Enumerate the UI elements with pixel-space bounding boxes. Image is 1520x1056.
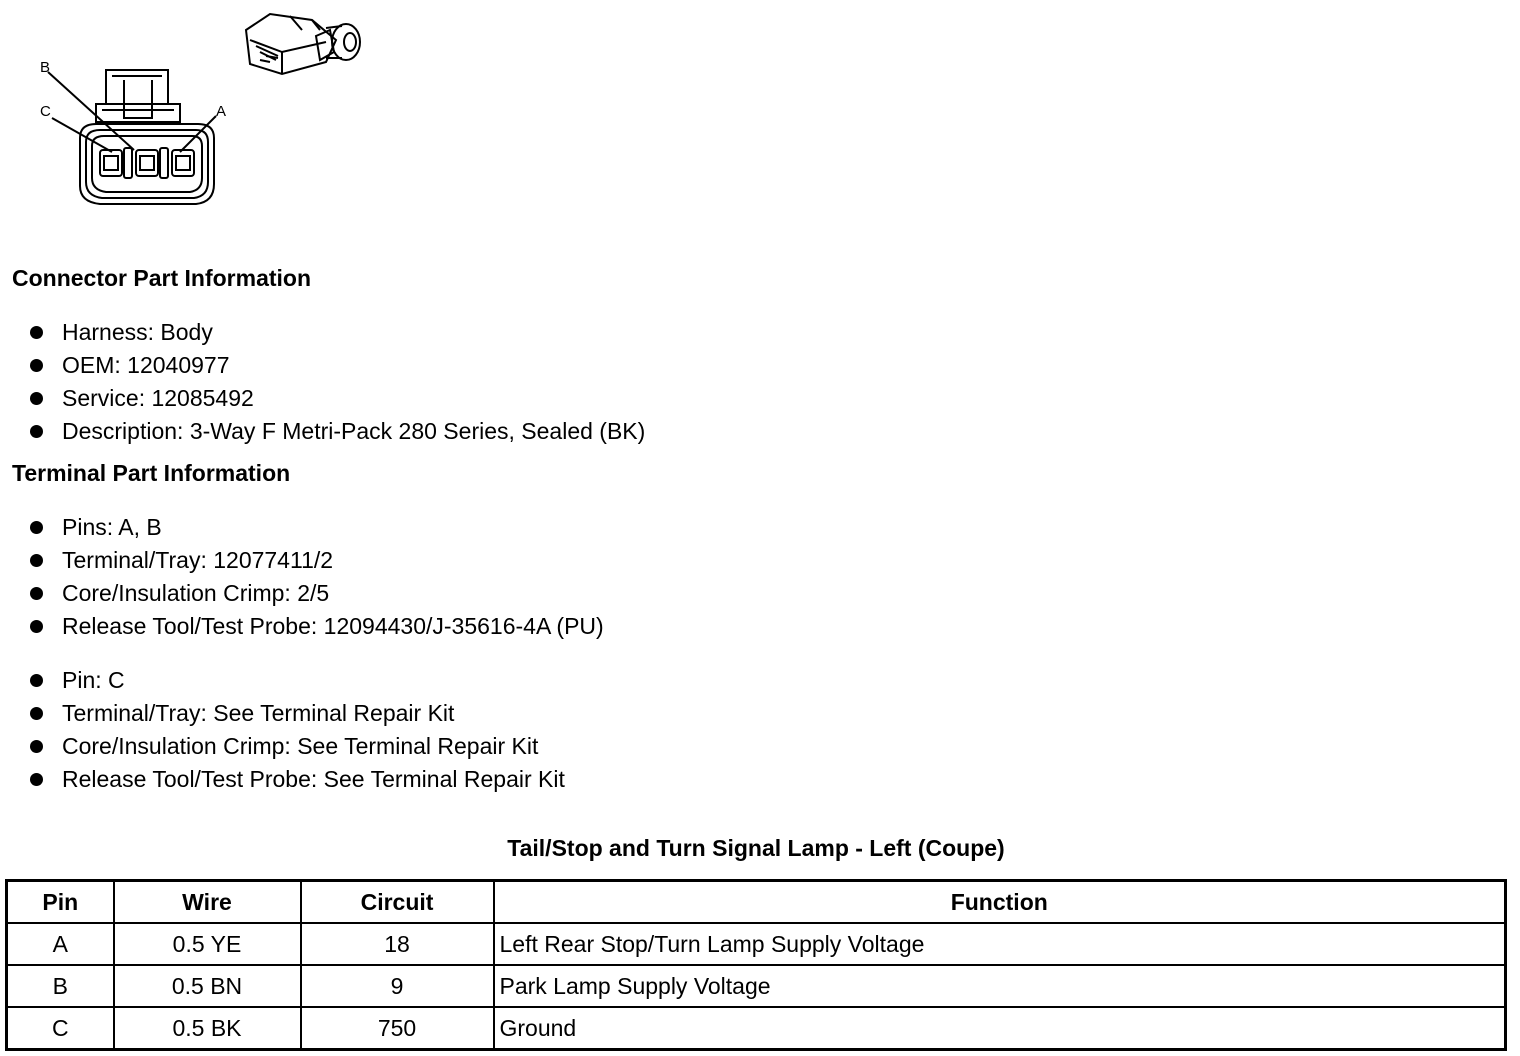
list-item: Harness: Body — [30, 316, 645, 349]
cell-function: Ground — [494, 1007, 1506, 1050]
list-item: Terminal/Tray: 12077411/2 — [30, 544, 604, 577]
cell-circuit: 18 — [301, 923, 494, 965]
cell-pin: C — [7, 1007, 114, 1050]
cell-pin: B — [7, 965, 114, 1007]
pin-label-a: A — [216, 103, 227, 120]
connector-part-info-list — [30, 316, 645, 448]
list-item: Release Tool/Test Probe: 12094430/J-35616-4A (PU) — [30, 610, 604, 643]
terminal-part-info-list-pins-a-b — [30, 511, 604, 643]
connector-isometric-illustration — [246, 14, 360, 74]
list-item: Service: 12085492 — [30, 382, 645, 415]
list-item: Terminal/Tray: See Terminal Repair Kit — [30, 697, 565, 730]
header-function: Function — [494, 881, 1506, 924]
cell-wire: 0.5 BN — [114, 965, 301, 1007]
table-row — [7, 923, 1506, 965]
header-wire: Wire — [114, 881, 301, 924]
list-item: Pins: A, B — [30, 511, 604, 544]
connector-face — [48, 70, 216, 204]
list-item: OEM: 12040977 — [30, 349, 645, 382]
terminal-part-info-list-pin-c — [30, 664, 565, 796]
list-item: Pin: C — [30, 664, 565, 697]
list-item: Core/Insulation Crimp: See Terminal Repair Kit — [30, 730, 565, 763]
connector-part-info-heading: Connector Part Information — [12, 265, 312, 291]
cell-circuit: 750 — [301, 1007, 494, 1050]
pinout-table-title: Tail/Stop and Turn Signal Lamp - Left (Coupe) — [507, 835, 1005, 861]
pin-label-b: B — [40, 59, 51, 76]
list-item: Core/Insulation Crimp: 2/5 — [30, 577, 604, 610]
cell-function: Left Rear Stop/Turn Lamp Supply Voltage — [494, 923, 1506, 965]
terminal-part-info-heading: Terminal Part Information — [12, 460, 291, 486]
connector-diagram — [20, 0, 380, 230]
cell-wire: 0.5 BK — [114, 1007, 301, 1050]
header-pin: Pin — [7, 881, 114, 924]
list-item: Release Tool/Test Probe: See Terminal Repair Kit — [30, 763, 565, 796]
table-row — [7, 965, 1506, 1007]
list-item: Description: 3-Way F Metri-Pack 280 Series, Sealed (BK) — [30, 415, 645, 448]
header-circuit: Circuit — [301, 881, 494, 924]
table-row — [7, 1007, 1506, 1050]
cell-circuit: 9 — [301, 965, 494, 1007]
pinout-table — [5, 879, 1507, 1051]
cell-wire: 0.5 YE — [114, 923, 301, 965]
cell-pin: A — [7, 923, 114, 965]
pin-label-c: C — [40, 103, 51, 120]
cell-function: Park Lamp Supply Voltage — [494, 965, 1506, 1007]
table-header-row — [7, 881, 1506, 924]
